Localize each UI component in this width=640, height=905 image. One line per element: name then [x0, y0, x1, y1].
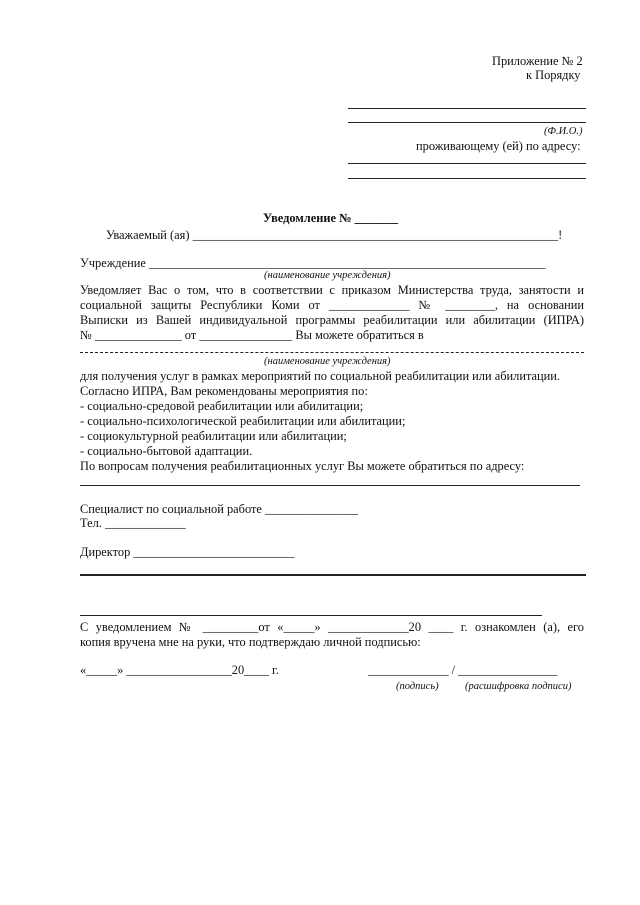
body-paragraph-line: Уведомляет Вас о том, что в соответствии с приказом Министерства труда, занятости и — [80, 283, 584, 297]
section-divider — [80, 574, 586, 576]
signature-blank: _____________ / ________________ — [368, 663, 558, 677]
annex-reference: к Порядку — [526, 68, 581, 82]
institution-caption-2: (наименование учреждения) — [264, 356, 391, 367]
recommendation-item: - социально-бытовой адаптации. — [80, 444, 253, 458]
director-signature: Директор __________________________ — [80, 545, 295, 559]
recommendation-item: - социально-средовой реабилитации или абилитации; — [80, 399, 364, 413]
fio-caption: (Ф.И.О.) — [544, 126, 583, 137]
signature-caption: (подпись) — [396, 681, 439, 692]
annex-number: Приложение № 2 — [492, 54, 583, 68]
specialist-signature: Специалист по социальной работе _______________ — [80, 502, 358, 516]
institution-name-line[interactable] — [80, 352, 584, 353]
acknowledgment-date: «_____» _________________20____ г. — [80, 663, 279, 677]
acknowledgment-line: копия вручена мне на руки, что подтверждаю личной подписью: — [80, 635, 421, 649]
recommendation-item: - социокультурной реабилитации или абилитации; — [80, 429, 347, 443]
institution-caption: (наименование учреждения) — [264, 270, 391, 281]
body-paragraph-line: социальной защиты Республики Коми от _____________ № ________, на основании — [80, 298, 584, 312]
recipient-line-1[interactable] — [348, 108, 586, 109]
acknowledgment-top-line — [80, 615, 542, 616]
phone-field: Тел. _____________ — [80, 516, 186, 530]
institution-field: Учреждение ________________________________________________________________ — [80, 256, 546, 270]
greeting-line: Уважаемый (ая) ___________________________________________________________! — [106, 228, 563, 242]
recipient-line-2[interactable] — [348, 122, 586, 123]
acknowledgment-line: С уведомлением № _________от «_____» _____________20 ____ г. ознакомлен (а), его — [80, 620, 584, 634]
contact-address-prompt: По вопросам получения реабилитационных услуг Вы можете обратиться по адресу: — [80, 459, 525, 473]
body-paragraph-line: для получения услуг в рамках мероприятий по социальной реабилитации или абилитации. — [80, 369, 561, 383]
recommendation-item: - социально-психологической реабилитации или абилитации; — [80, 414, 406, 428]
address-label: проживающему (ей) по адресу: — [416, 139, 581, 153]
body-paragraph-line: Выписки из Вашей индивидуальной программы реабилитации или абилитации (ИПРА) — [80, 313, 584, 327]
decoding-caption: (расшифровка подписи) — [465, 681, 572, 692]
address-line-2[interactable] — [348, 178, 586, 179]
contact-address-line[interactable] — [80, 485, 580, 486]
body-paragraph-line: № ______________ от _______________ Вы можете обратиться в — [80, 328, 424, 342]
document-title: Уведомление № _______ — [263, 211, 399, 225]
address-line-1[interactable] — [348, 163, 586, 164]
body-paragraph-line: Согласно ИПРА, Вам рекомендованы мероприятия по: — [80, 384, 368, 398]
